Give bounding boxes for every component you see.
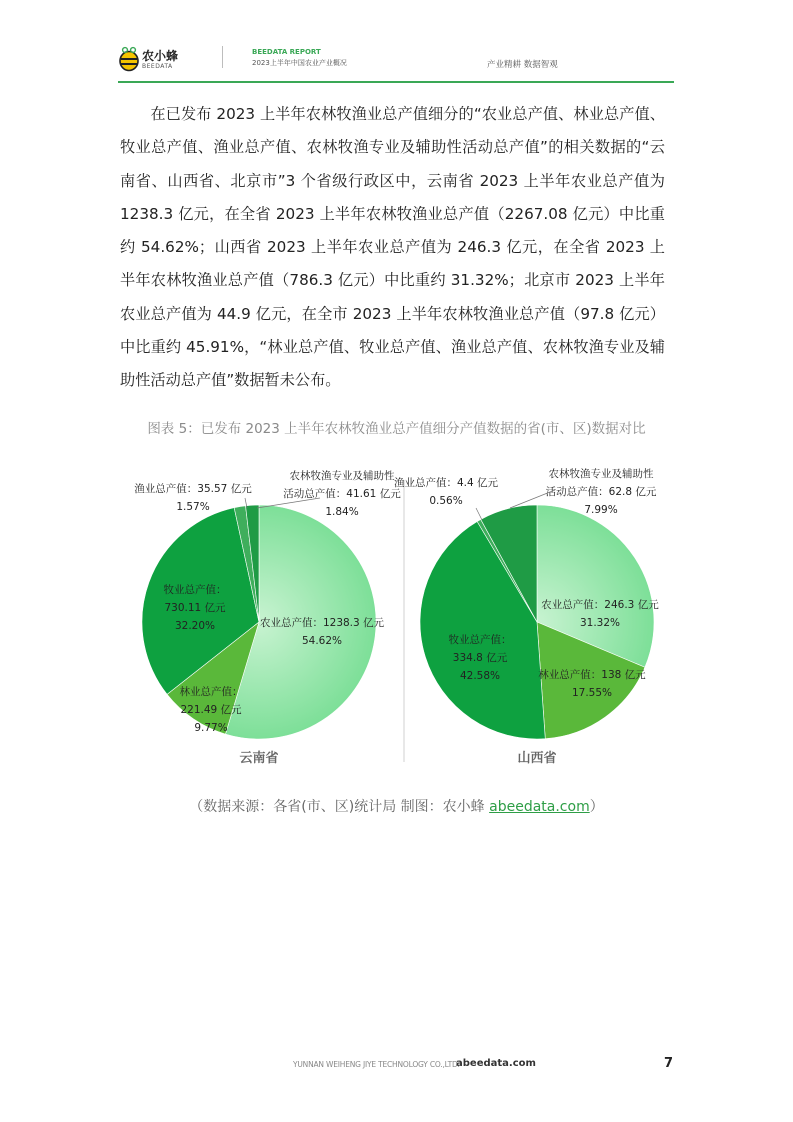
slice-label-line: 牧业总产值： (163, 584, 227, 596)
bee-icon (118, 46, 140, 72)
slice-label-line: 农业总产值：246.3 亿元 (541, 599, 659, 611)
pie-title: 山西省 (517, 751, 557, 766)
slice-label-line: 730.11 亿元 (164, 602, 226, 614)
slice-label-line: 渔业总产值：4.4 亿元 (393, 477, 499, 489)
footer-company: YUNNAN WEIHENG JIYE TECHNOLOGY CO.,LTD. (293, 1060, 460, 1069)
slice-label-line: 农林牧渔专业及辅助性 (548, 468, 654, 480)
leader-line (476, 508, 482, 520)
slice-label-line: 农业总产值：1238.3 亿元 (259, 617, 385, 629)
slice-label-line: 牧业总产值： (448, 634, 512, 646)
slice-label-line: 林业总产值： (179, 686, 243, 698)
slice-label-line: 9.77% (194, 722, 228, 734)
report-title: BEEDATA REPORT (252, 48, 321, 56)
slice-label-line: 农林牧渔专业及辅助性 (289, 470, 395, 482)
slice-label-line: 42.58% (459, 670, 501, 682)
slice-label-line: 渔业总产值：35.57 亿元 (134, 483, 252, 495)
source-link[interactable]: abeedata.com (489, 799, 590, 815)
source-suffix: ） (589, 799, 604, 815)
pie-title: 云南省 (239, 751, 279, 766)
slice-label-line: 活动总产值：62.8 亿元 (545, 486, 657, 498)
pie-charts (0, 450, 793, 780)
footer-site: abeedata.com (456, 1058, 536, 1069)
brand-logo (118, 46, 198, 74)
slice-label-line: 221.49 亿元 (180, 704, 242, 716)
logo-sub: BEEDATA (142, 63, 173, 70)
slice-label-line: 54.62% (301, 635, 343, 647)
slice-label-line: 活动总产值：41.61 亿元 (283, 488, 401, 500)
page-number: 7 (664, 1056, 674, 1071)
slice-label-line: 32.20% (174, 620, 216, 632)
figure-title: 图表 5：已发布 2023 上半年农林牧渔业总产值细分产值数据的省(市、区)数据对比 (147, 421, 646, 437)
slice-label-line: 7.99% (584, 504, 618, 516)
header-rule (118, 81, 674, 83)
slice-label-line: 334.8 亿元 (452, 652, 508, 664)
slice-label-line: 1.84% (325, 506, 359, 518)
source-note (0, 796, 793, 816)
source-prefix: （数据来源：各省(市、区)统计局 制图：农小蜂 (189, 799, 490, 815)
page-header (0, 0, 793, 84)
header-slogan: 产业精耕 数据智观 (487, 60, 558, 70)
header-divider (222, 46, 223, 68)
logo-name: 农小蜂 (142, 49, 179, 63)
slice-label-line: 1.57% (176, 501, 210, 513)
slice-label-fishery (394, 476, 499, 520)
slice-label-line: 31.32% (579, 617, 621, 629)
slice-label-line: 林业总产值：138 亿元 (538, 669, 646, 681)
body-paragraph: 在已发布 2023 上半年农林牧渔业总产值细分的“农业总产值、林业总产值、牧业总产值、渔业总产值、农林牧渔专业及辅助性活动总产值”的相关数据的“云南省、山西省、北京市”3 个省级行政区中，云南省 2023 上半年农业总产值为 1238.3 亿元，在全省 2023 上半年农林牧渔业总产值（2267.08 亿元）中比重约 54.62%；山西省 2023 上半年农业总产值为 246.3 亿元，在全省 2023 上半年农林牧渔业总产值（786.3 亿元）中比重约 31.32%；北京市 2023 上半年农业总产值为 44.9 亿元，在全市 2023 上半年农林牧渔业总产值（97.8 亿元）中比重约 45.91%，“林业总产值、牧业总产值、渔业总产值、农林牧渔专业及辅助性活动总产值”数据暂未公布。 (120, 105, 665, 390)
report-subtitle: 2023上半年中国农业产业概况 (252, 59, 347, 67)
slice-label-line: 0.56% (429, 495, 463, 507)
slice-label-line: 17.55% (571, 687, 613, 699)
